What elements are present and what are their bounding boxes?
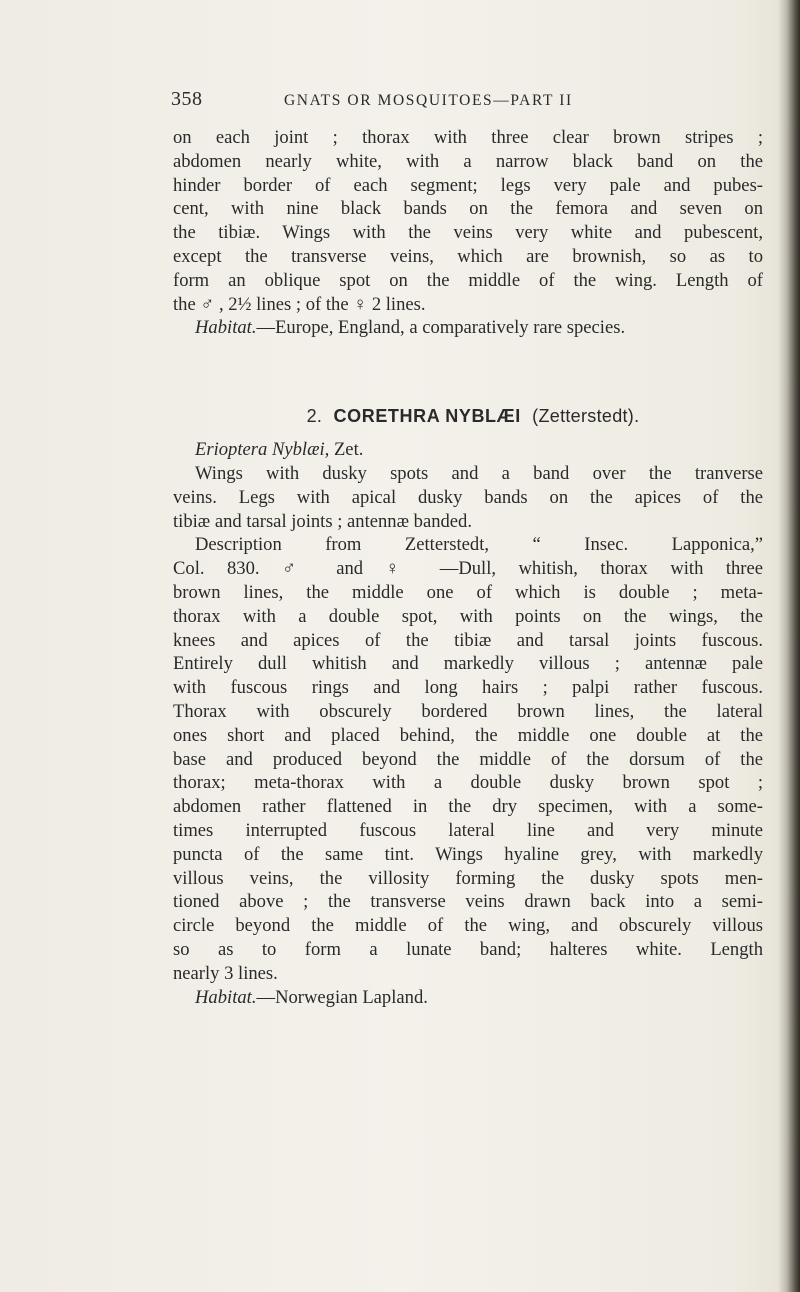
text-line: tibiæ and tarsal joints ; antennæ banded.	[173, 510, 472, 532]
habitat-line	[173, 986, 763, 1010]
text-line: abdomen nearly white, with a narrow black band on the	[173, 150, 763, 172]
text-line: ones short and placed behind, the middle one double at the	[173, 724, 763, 746]
species-author: (Zetterstedt).	[532, 406, 640, 427]
text-line: the tibiæ. Wings with the veins very white and pubescent,	[173, 222, 763, 244]
paragraph-continuation	[173, 126, 763, 340]
text-line: Wings with dusky spots and a band over the tranverse	[195, 462, 763, 484]
section-gap	[173, 340, 763, 404]
text-line: times interrupted fuscous lateral line and very minute	[173, 819, 763, 841]
species-heading	[173, 404, 763, 428]
text-line: base and produced beyond the middle of the dorsum of the	[173, 748, 763, 770]
text-line: puncta of the same tint. Wings hyaline grey, with markedly	[173, 843, 763, 865]
text-line: thorax with a double spot, with points on the wings, the	[173, 605, 763, 627]
text-line: tioned above ; the transverse veins drawn back into a semi-	[173, 891, 763, 913]
text-line: villous veins, the villosity forming the dusky spots men-	[173, 867, 763, 889]
text-line: hinder border of each segment; legs very pale and pubes-	[173, 174, 763, 196]
text-line: nearly 3 lines.	[173, 962, 278, 984]
text-line: Col. 830. ♂ and ♀ —Dull, whitish, thorax with three	[173, 558, 763, 580]
text-line: circle beyond the middle of the wing, and obscurely villous	[173, 915, 763, 937]
paragraph-description	[173, 533, 763, 1009]
page-number: 358	[171, 88, 203, 110]
text-line: Description from Zetterstedt, “ Insec. Lapponica,”	[195, 534, 763, 556]
text-line: the ♂ , 2½ lines ; of the ♀ 2 lines.	[173, 293, 426, 315]
text-line: on each joint ; thorax with three clear brown stripes ;	[173, 127, 763, 148]
species-name: CORETHRA NYBLÆI	[333, 406, 521, 427]
text-line: with fuscous rings and long hairs ; palpi rather fuscous.	[173, 677, 763, 699]
synonym-line	[173, 438, 763, 462]
text-line: brown lines, the middle one of which is double ; meta-	[173, 581, 763, 603]
text-line: thorax; meta-thorax with a double dusky brown spot ;	[173, 772, 763, 794]
synonym-name: Erioptera Nyblæi,	[195, 439, 330, 461]
text-line: abdomen rather flattened in the dry specimen, with a some-	[173, 796, 763, 818]
habitat-text: —Norwegian Lapland.	[256, 986, 428, 1008]
page-edge-shadow	[778, 0, 800, 1292]
habitat-line	[173, 316, 763, 340]
page-header	[0, 88, 800, 118]
text-line: cent, with nine black bands on the femora and seven on	[173, 198, 763, 220]
habitat-text: —Europe, England, a comparatively rare species.	[256, 317, 626, 339]
running-head: GNATS OR MOSQUITOES—PART II	[284, 92, 573, 109]
paragraph-diagnosis	[173, 462, 763, 533]
text-line: veins. Legs with apical dusky bands on the apices of the	[173, 486, 763, 508]
text-line: so as to form a lunate band; halteres white. Length	[173, 938, 763, 960]
heading-gap	[173, 428, 763, 438]
habitat-label: Habitat.	[195, 317, 257, 339]
synonym-author: Zet.	[333, 439, 364, 461]
text-line: form an oblique spot on the middle of the wing. Length of	[173, 269, 763, 291]
text-line: Entirely dull whitish and markedly villous ; antennæ pale	[173, 653, 763, 675]
text-line: except the transverse veins, which are brownish, so as to	[173, 245, 763, 267]
body-text	[173, 126, 763, 1009]
species-number: 2.	[306, 406, 323, 427]
habitat-label: Habitat.	[195, 986, 257, 1008]
text-line: knees and apices of the tibiæ and tarsal joints fuscous.	[173, 629, 763, 651]
text-line: Thorax with obscurely bordered brown lines, the lateral	[173, 700, 763, 722]
